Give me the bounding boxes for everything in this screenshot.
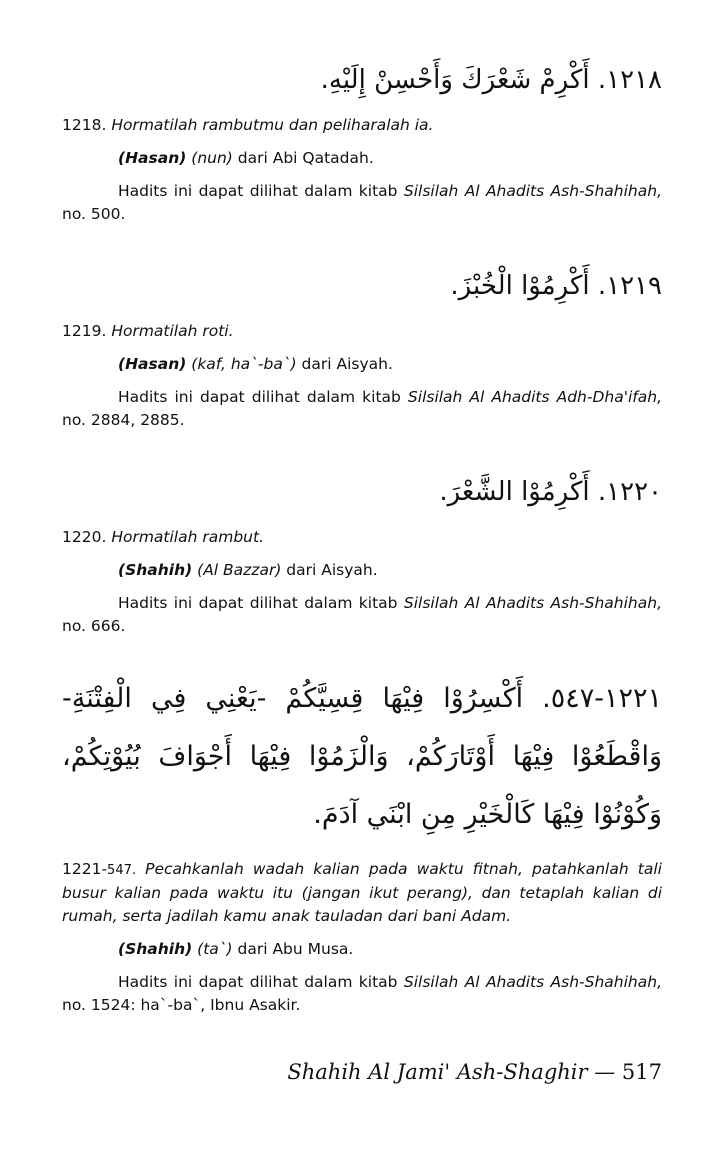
hadith-1218 — [62, 60, 662, 226]
reference-number: no. 2884, 2885. — [62, 411, 185, 429]
translation-text: Hormatilah rambutmu dan peliharalah ia. — [111, 116, 434, 134]
source-code: (ta`) — [197, 940, 233, 958]
reference-paragraph — [62, 971, 662, 1017]
reference-paragraph — [62, 386, 662, 432]
reference-book: Silsilah Al Ahadits Ash-Shahihah, — [403, 973, 662, 991]
translation-line — [62, 114, 662, 137]
grade-label: (Shahih) — [118, 940, 193, 958]
hadith-1220 — [62, 472, 662, 638]
hadith-1219 — [62, 266, 662, 432]
hadith-number: 1221- — [62, 860, 108, 878]
source-code: (nun) — [191, 149, 233, 167]
translation-line — [62, 858, 662, 928]
page-footer — [287, 1060, 662, 1084]
grade-line — [62, 353, 662, 376]
source-code: (kaf, ha`-ba`) — [191, 355, 297, 373]
reference-prefix: Hadits ini dapat dilihat dalam kitab — [118, 388, 408, 406]
page-number: 517 — [621, 1060, 662, 1084]
footer-separator: — — [587, 1060, 622, 1084]
reference-number: no. 1524: ha`-ba`, Ibnu Asakir. — [62, 996, 301, 1014]
reference-number: no. 666. — [62, 617, 126, 635]
reference-prefix: Hadits ini dapat dilihat dalam kitab — [118, 973, 404, 991]
reference-book: Silsilah Al Ahadits Ash-Shahihah, — [403, 594, 662, 612]
reference-prefix: Hadits ini dapat dilihat dalam kitab — [118, 594, 404, 612]
translation-text: Pecahkanlah wadah kalian pada waktu fitnah, patahkanlah tali busur kalian pada waktu itu (jangan ikut perang), dan tetaplah kalian di rumah, serta jadilah kamu anak tauladan dari bani Adam. — [62, 860, 662, 925]
translation-text: Hormatilah roti. — [111, 322, 234, 340]
narrator: dari Aisyah. — [281, 561, 378, 579]
narrator: dari Abu Musa. — [232, 940, 354, 958]
hadith-number: 1218. — [62, 116, 107, 134]
hadith-number-secondary: 547. — [107, 863, 136, 878]
reference-paragraph — [62, 592, 662, 638]
hadith-number: 1219. — [62, 322, 107, 340]
reference-prefix: Hadits ini dapat dilihat dalam kitab — [118, 182, 404, 200]
reference-paragraph — [62, 180, 662, 226]
footer-book-title: Shahih Al Jami' Ash-Shaghir — [287, 1060, 588, 1084]
translation-text: Hormatilah rambut. — [111, 528, 264, 546]
grade-label: (Hasan) — [118, 355, 187, 373]
arabic-text: ١٢٢١-٥٤٧. أَكْسِرُوْا فِيْهَا قِسِيَّكُمْ -يَعْنِي فِي الْفِتْنَةِ- وَاقْطَعُوْا فِيْهَا أَوْتَارَكُمْ، وَالْزَمُوْا فِيْهَا أَجْوَافَ بُيُوْتِكُمْ، وَكُوْنُوْا فِيْهَا كَالْخَيْرِ مِنِ ابْنَي آدَمَ. — [62, 683, 662, 830]
translation-line — [62, 526, 662, 549]
grade-line — [62, 559, 662, 582]
grade-line — [62, 938, 662, 961]
hadith-1221 — [62, 670, 662, 1017]
grade-line — [62, 147, 662, 170]
reference-number: no. 500. — [62, 205, 126, 223]
reference-book: Silsilah Al Ahadits Ash-Shahihah, — [403, 182, 662, 200]
narrator: dari Abi Qatadah. — [232, 149, 374, 167]
arabic-text: ١٢١٨. أَكْرِمْ شَعْرَكَ وَأَحْسِنْ إِلَيْهِ. — [320, 65, 662, 95]
arabic-text: ١٢١٩. أَكْرِمُوْا الْخُبْزَ. — [450, 271, 662, 301]
source-code: (Al Bazzar) — [197, 561, 282, 579]
translation-line — [62, 320, 662, 343]
document-page — [62, 60, 662, 1017]
narrator: dari Aisyah. — [296, 355, 393, 373]
arabic-text: ١٢٢٠. أَكْرِمُوْا الشَّعْرَ. — [439, 477, 662, 507]
grade-label: (Hasan) — [118, 149, 187, 167]
reference-book: Silsilah Al Ahadits Adh-Dha'ifah, — [407, 388, 662, 406]
hadith-number: 1220. — [62, 528, 107, 546]
grade-label: (Shahih) — [118, 561, 193, 579]
